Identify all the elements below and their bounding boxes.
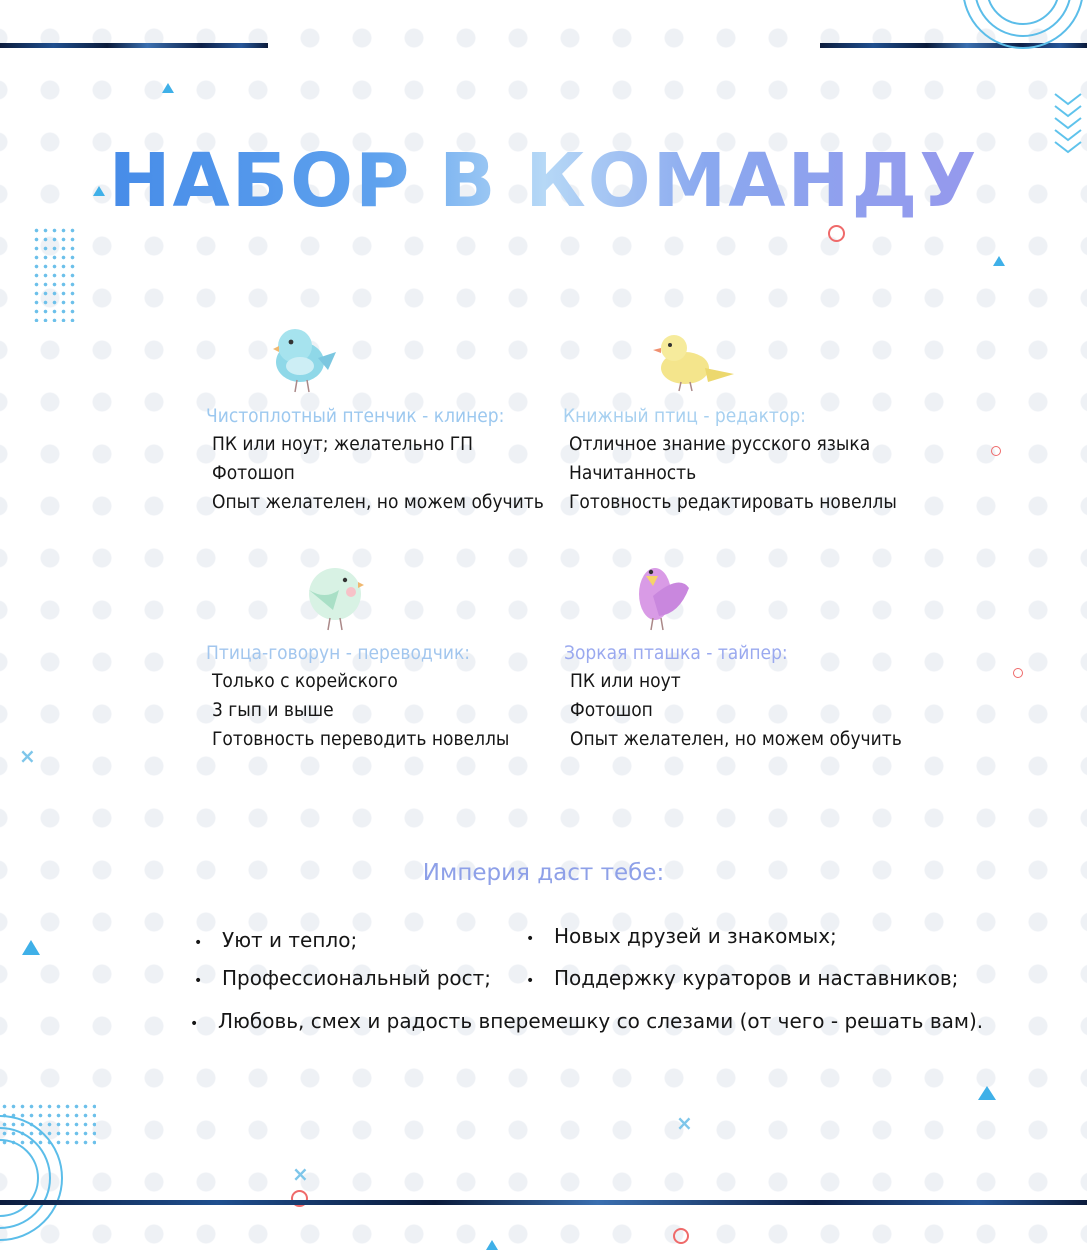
bullet-icon: • xyxy=(190,1016,199,1032)
bullet-icon: • xyxy=(526,931,535,947)
role-requirement: Фотошоп xyxy=(570,699,653,721)
perk-text: Уют и тепло; xyxy=(222,928,358,952)
dot-grid-decoration xyxy=(32,226,78,322)
triangle-icon xyxy=(978,1086,996,1100)
role-requirement: Опыт желателен, но можем обучить xyxy=(570,728,902,750)
role-title: Книжный птиц - редактор: xyxy=(563,405,806,427)
blue-bird-icon xyxy=(270,322,342,394)
perks-title: Империя даст тебе: xyxy=(422,860,665,886)
role-typer xyxy=(564,642,924,757)
cross-icon: × xyxy=(19,744,36,768)
page-title: НАБОР В КОМАНДУ xyxy=(0,138,1087,224)
bullet-icon: • xyxy=(526,973,535,989)
role-requirement: Фотошоп xyxy=(212,462,295,484)
perk-item xyxy=(194,966,491,990)
triangle-icon xyxy=(486,1240,498,1250)
top-left-band xyxy=(0,43,268,48)
circle-icon xyxy=(1013,668,1023,678)
perk-text: Поддержку кураторов и наставников; xyxy=(554,966,959,990)
perk-text: Новых друзей и знакомых; xyxy=(554,924,837,948)
role-title: Птица-говорун - переводчик: xyxy=(206,642,471,664)
role-requirement: ПК или ноут; желательно ГП xyxy=(212,433,474,455)
role-requirement: ПК или ноут xyxy=(570,670,681,692)
purple-bird-icon xyxy=(633,556,695,632)
role-requirement: Отличное знание русского языка xyxy=(569,433,871,455)
corner-rings-decoration xyxy=(955,0,1087,60)
role-requirement: Готовность редактировать новеллы xyxy=(569,491,897,513)
role-requirement: 3 гып и выше xyxy=(212,699,334,721)
role-title: Чистоплотный птенчик - клинер: xyxy=(206,405,505,427)
circle-icon xyxy=(673,1228,689,1244)
perk-item xyxy=(194,928,357,952)
role-requirement: Готовность переводить новеллы xyxy=(212,728,510,750)
circle-icon xyxy=(991,446,1001,456)
green-bird-icon xyxy=(303,562,365,632)
bullet-icon: • xyxy=(194,973,203,989)
role-editor xyxy=(563,405,923,520)
yellow-bird-icon xyxy=(650,328,736,392)
cross-icon: × xyxy=(292,1162,309,1186)
triangle-icon xyxy=(993,256,1005,266)
bottom-band xyxy=(0,1200,1087,1205)
role-requirement: Начитанность xyxy=(569,462,697,484)
corner-rings-decoration xyxy=(0,1108,70,1251)
role-requirement: Опыт желателен, но можем обучить xyxy=(212,491,544,513)
perk-item xyxy=(190,1009,983,1033)
bullet-icon: • xyxy=(194,935,203,951)
triangle-icon xyxy=(162,83,174,93)
role-title: Зоркая пташка - тайпер: xyxy=(564,642,788,664)
perk-text: Любовь, смех и радость вперемешку со слезами (от чего - решать вам). xyxy=(218,1009,984,1033)
perk-item xyxy=(526,966,958,990)
perk-text: Профессиональный рост; xyxy=(222,966,492,990)
role-cleaner xyxy=(206,405,566,520)
cross-icon: × xyxy=(676,1111,693,1135)
role-requirement: Только с корейского xyxy=(212,670,398,692)
perk-item xyxy=(526,924,837,948)
triangle-icon xyxy=(22,940,40,955)
role-translator xyxy=(206,642,566,757)
circle-icon xyxy=(828,225,845,242)
